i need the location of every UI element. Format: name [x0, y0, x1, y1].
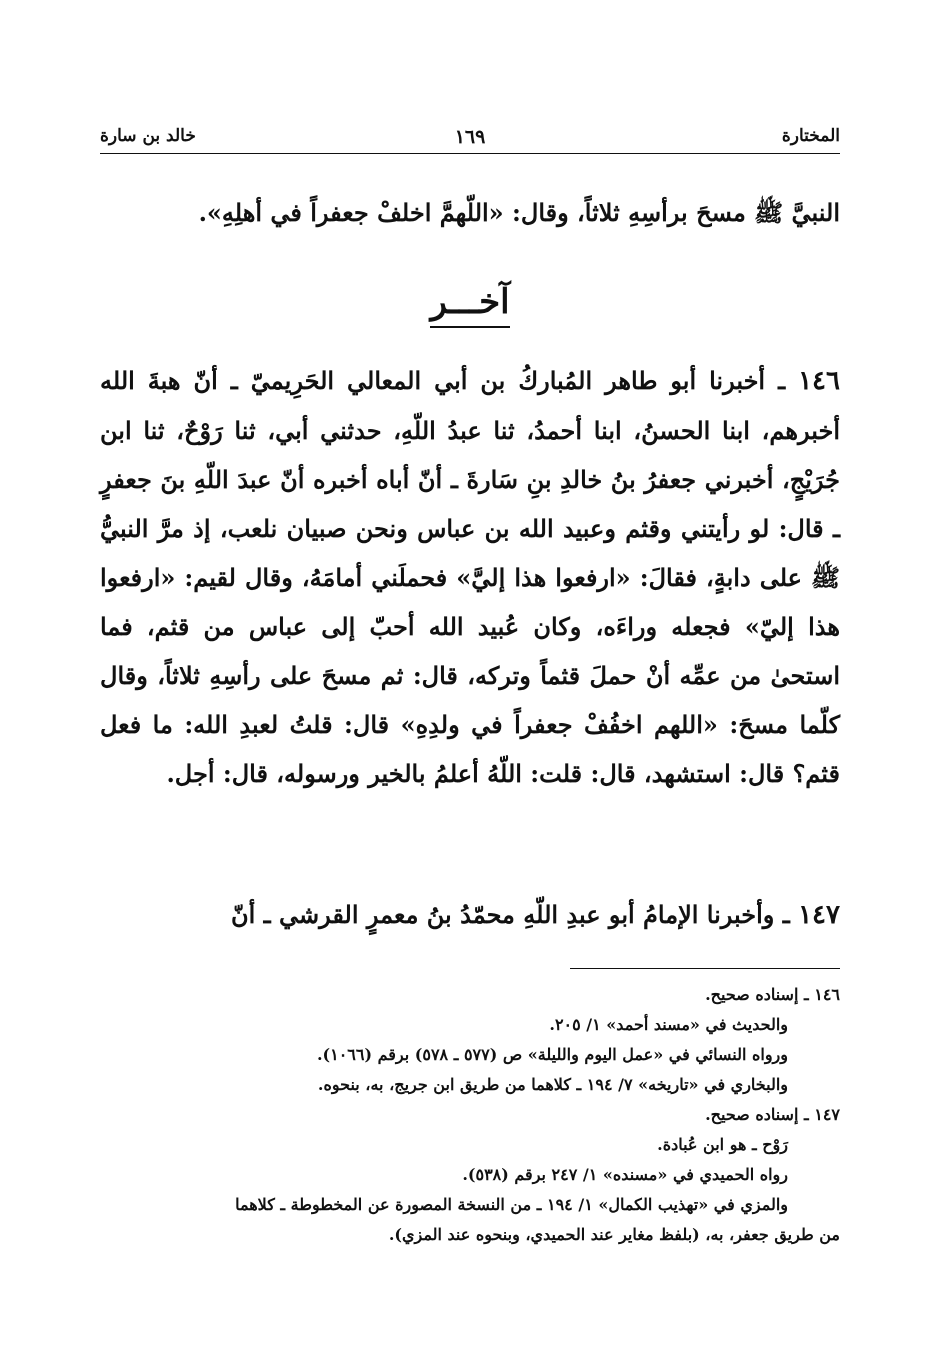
- footnote-head-147: ١٤٧ ـ إسناده صحيح.: [705, 1105, 840, 1124]
- page-number: ١٦٩: [454, 126, 486, 148]
- section-title-underline: [430, 326, 510, 328]
- book-page: [100, 0, 840, 1353]
- footnote-continuation: من طريق جعفر، به، (بلفظ مغاير عند الحميدي، وبنحوه عند المزي).: [388, 1225, 840, 1244]
- hadith-text: ـ وأخبرنا الإمامُ أبو عبدِ اللّهِ محمّدُ بنُ معمرٍ القرشي ـ أنّ: [231, 900, 790, 929]
- hadith-number: ١٤٦: [798, 366, 840, 396]
- footnote-line: والمزي في «تهذيب الكمال» ١/ ١٩٤ ـ من النسخة المصورة عن المخطوطة ـ كلاهما: [235, 1195, 788, 1214]
- footnote-rule: [570, 968, 840, 969]
- chapter-title: خالد بن سارة: [100, 126, 196, 146]
- opening-line: النبيَّ ﷺ مسحَ برأسِهِ ثلاثاً، وقال: «اللّهمَّ اخلفْ جعفراً في أهلِهِ».: [198, 198, 840, 227]
- hadith-text: ـ أخبرنا أبو طاهر المُباركُ بن أبي المعالي الحَرِيميّ ـ أنّ هبةَ الله أخبرهم، ابنا الحسنُ، ابنا أحمدُ، ثنا عبدُ اللّهِ، حدثني أبي، ثنا رَوْحٌ، ثنا ابن جُرَيْجٍ، أخبرني جعفرُ بنُ خالدِ بنِ سَارةَ ـ أنّ أباه أخبره أنّ عبدَ اللّهِ بنَ جعفرٍ ـ قال: لو رأيتني وقثم وعبيد الله بن عباس ونحن صبيان نلعب، إذ مرَّ النبيُّ ﷺ على دابةٍ، فقالَ: «ارفعوا هذا إليَّ» فحملَني أمامَهُ، وقال لقيم: «ارفعوا هذا إليّ» فجعله وراءَه، وكان عُبيد الله أحبّ إلى عباس من قثم، فما استحىٰ من عمِّه أنْ حملَ قثماً وتركه، قال: ثم مسحَ على رأسِهِ ثلاثاً، وقال كلّما مسحَ: «اللهم اخفُفْ جعفراً في ولدِهِ» قال: قلتُ لعبدِ الله: ما فعل قثم؟ قال: استشهد، قال: قلت: اللّهُ أعلمُ بالخير ورسوله، قال: أجل.: [100, 366, 840, 788]
- footnote-line: رَوْح ـ هو ابن عُبادة.: [657, 1135, 788, 1154]
- section-title: آخـــر: [430, 282, 510, 322]
- footnote-line: ورواه النسائي في «عمل اليوم والليلة» ص (٥٧٧ ـ ٥٧٨) برقم (١٠٦٦).: [316, 1045, 788, 1064]
- book-title: المختارة: [781, 126, 840, 146]
- footnote-line: والبخاري في «تاريخه» ٧/ ١٩٤ ـ كلاهما من طريق ابن جريج، به، بنحوه.: [317, 1075, 788, 1094]
- hadith-147: [100, 890, 840, 940]
- hadith-number: ١٤٧: [798, 900, 840, 930]
- footnote-line: والحديث في «مسند أحمد» ١/ ٢٠٥.: [549, 1015, 788, 1034]
- footnotes: [100, 980, 840, 1250]
- hadith-146: [100, 356, 840, 798]
- footnote-head-146: ١٤٦ ـ إسناده صحيح.: [705, 985, 840, 1004]
- footnote-line: رواه الحميدي في «مسنده» ١/ ٢٤٧ برقم (٥٣٨).: [462, 1165, 788, 1184]
- header-rule: [100, 153, 840, 154]
- page-header: [100, 122, 840, 152]
